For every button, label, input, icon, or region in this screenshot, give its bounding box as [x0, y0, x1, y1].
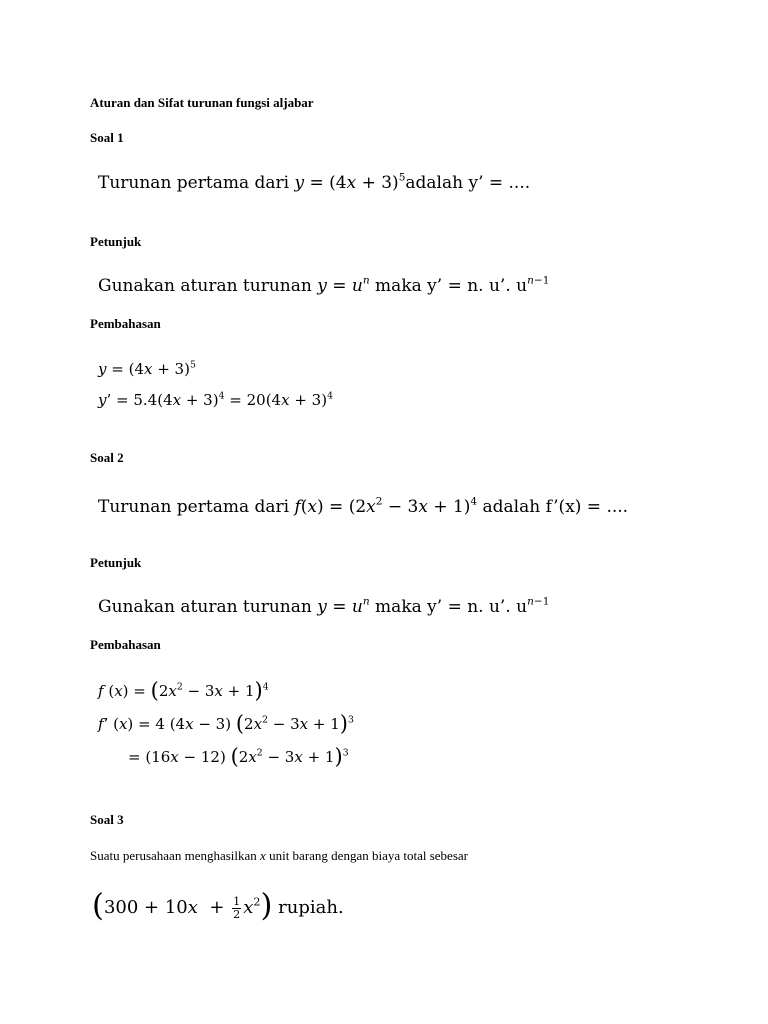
soal-2-question: Turunan pertama dari $f(x) = (2x^2 - 3x + 1)^4$ adalah f’(x) = ....: [98, 495, 629, 517]
soal-1-pembahasan-heading: Pembahasan: [90, 316, 161, 331]
soal-3-text: Suatu perusahaan menghasilkan x unit barang dengan biaya total sebesar: [90, 848, 468, 863]
document-title: Aturan dan Sifat turunan fungsi aljabar: [90, 95, 314, 110]
soal-2-solution-line-3: = (16x − 12) $(2x^2 - 3x + 1)^3$: [128, 744, 349, 769]
soal-1-petunjuk-heading: Petunjuk: [90, 234, 142, 249]
soal-1-question: Turunan pertama dari $y = (4x + 3)^5adalah$ y’ = ....: [98, 171, 531, 193]
soal-3-heading: Soal 3: [90, 812, 124, 827]
soal-1-hint: Gunakan aturan turunan $y = u^n$ maka y’ = n. u’. $u^{n-1}$: [98, 274, 550, 296]
soal-2-hint: Gunakan aturan turunan $y = u^n$ maka y’ = n. u’. $u^{n-1}$: [98, 595, 550, 617]
soal-1-heading: Soal 1: [90, 130, 124, 145]
soal-2-petunjuk-heading: Petunjuk: [90, 555, 142, 570]
soal-2-pembahasan-heading: Pembahasan: [90, 637, 161, 652]
soal-2-solution-line-2: f’ (x) = 4 (4x − 3) $(2x^2 - 3x + 1)^3$: [98, 711, 354, 736]
soal-2-heading: Soal 2: [90, 450, 124, 465]
soal-2-solution-line-1: f $(x) = (2x^2 - 3x + 1)^4$: [98, 678, 269, 703]
soal-3-cost-expression: (300 + 10x + $\frac{1}{2}$ $x^2$) rupiah.: [92, 888, 344, 924]
soal-1-solution-line-1: $y = (4x + 3)^5$: [98, 359, 196, 378]
soal-1-solution-line-2: y’ = $5.4(4x + 3)^4 = 20(4x + 3)^4$: [98, 390, 333, 409]
